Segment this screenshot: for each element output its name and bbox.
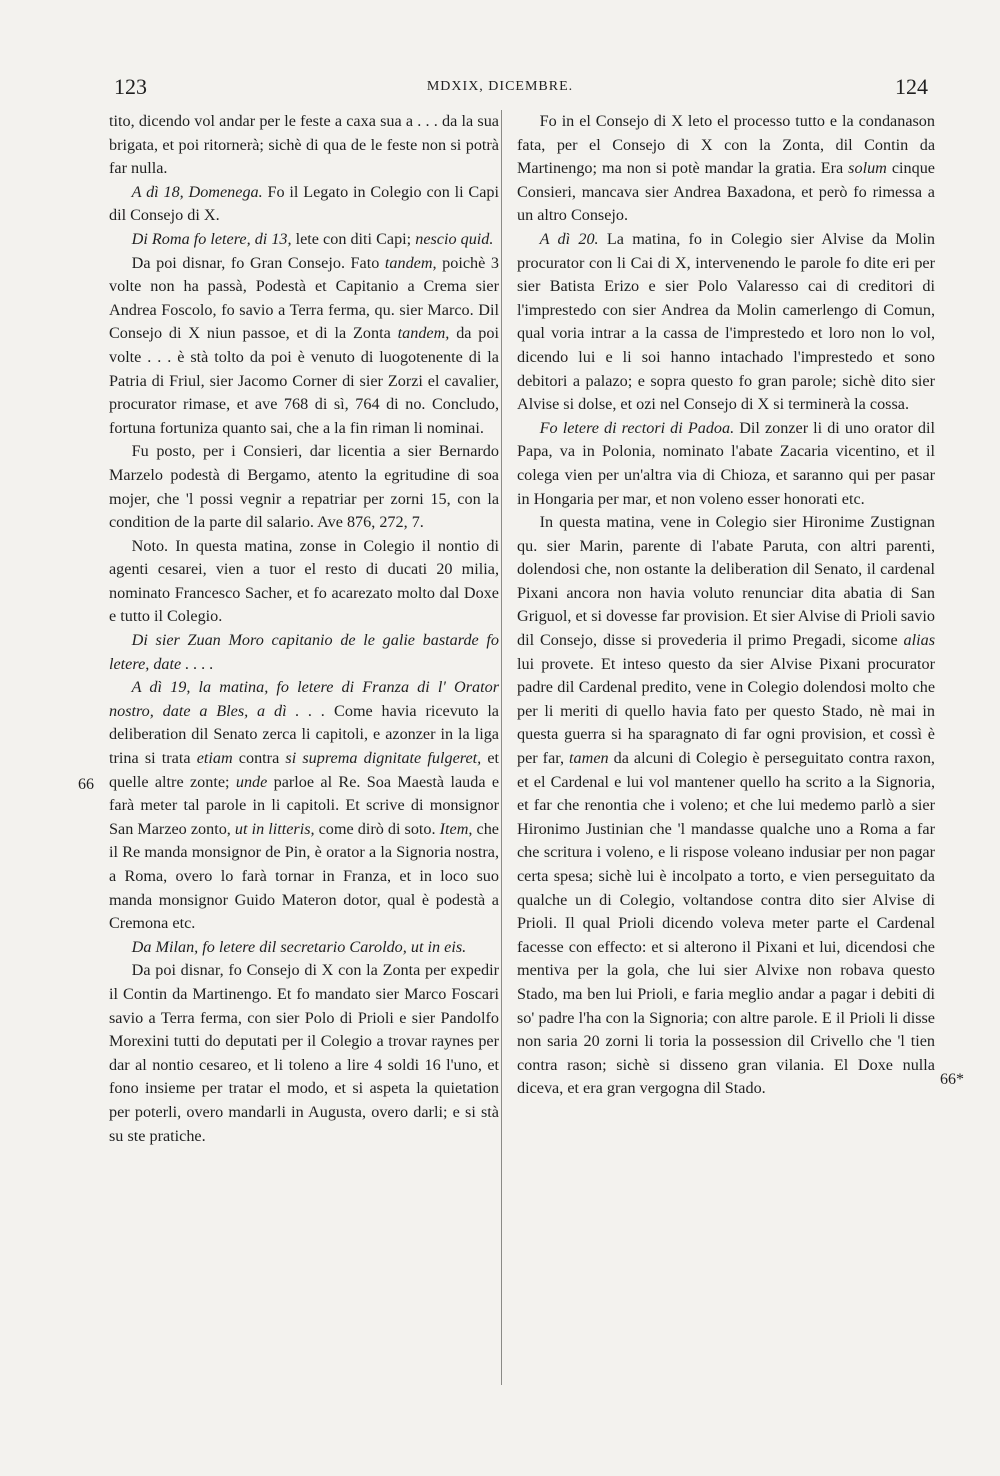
text-run: cinque Consieri, mancava sier Andrea Baxadona, et però fo rimessa a un altro Consejo. — [517, 159, 935, 225]
paragraph — [517, 228, 935, 417]
italic-run: A dì 20. — [539, 229, 599, 248]
text-run: Noto. In questa matina, zonse in Colegio il nontio di agenti cesarei, vien a tuor el resto di ducati 20 milia, nominato Francesco Sacher, et fo acarezato molto dal Doxe e tutto il Colegio. — [109, 536, 499, 626]
text-run: lete con diti Capi; — [291, 229, 416, 248]
text-run: da alcuni di Colegio è perseguitato contra raxon, et el Cardenal e lui vol mantener quello ha scrito a la Signoria, et far che renontia che i voleno; et che lui medemo parlò a sier Hironimo Justinian che 'l mandasse qualche uno a Roma a far che scritura i voleno, e li rispose voleano indusiar per non pagar certa spesa; sichè lui è incolpato a torto, e vien perseguitato da qualche un di Colegio, voltandose contra dito sier Alvise di Prioli. Il qual Prioli dicendo voleva meter parte el Cardenal facesse con effecto: et si alterono il Pixani et lui, dicendosi che mentiva per la gola, che lui sier Alvixe non robava questo Stado, ma ben lui Prioli, e faria meglio andar a pagar i debiti di so' padre l'ha con la Signoria; con altre parole. E il Prioli li disse non saria 20 zorni li toria la possession dil Crivello che 'l tien contra rason; sichè si disseno gran vilania. El Doxe nulla diceva, et era gran vergogna dil Stado. — [517, 749, 935, 1098]
text-run: Da poi disnar, fo Consejo di X con la Zonta per expedir il Contin da Martinengo. Et fo mandato sier Marco Foscari savio a Terra ferma, con sier Polo di Prioli e sier Pandolfo Morexini tutti do deputati per il Colegio a trovar raynes per dar al nontio cesareo, et li toleno a lire 4 soldi 16 l'uno, et fono insieme per tratar el modo, et si aspeta la quietation per poterli, overo mandarli in Augusta, overo darli; e si stà su ste pratiche. — [109, 961, 499, 1145]
text-run: La matina, fo in Colegio sier Alvise da Molin procurator con li Cai di X, intervenendo le parole fo dite eri per sier Batista Erizo e sier Polo Valaresso cai di creditori di l'imprestedo con sier Andrea da Molin camerlengo di Comun, qual voria intrar a la cassa de l'imprestedo et loro non lo vol, dicendo lui e li soi hanno intachado l'imprestedo et sono debitori a palazo; e sopra questo fo gran parole; sichè dito sier Alvise si dolse, et ozi nel Consejo di X si terminerà la cossa. — [517, 229, 935, 414]
italic-run: Di Roma fo letere, di 13, — [131, 229, 292, 248]
italic-run: si suprema dignitate fulgeret, — [285, 749, 482, 768]
text-run: contra — [232, 749, 286, 768]
right-column — [517, 110, 935, 1101]
italic-run: A dì 18, Domenega. — [131, 182, 263, 201]
paragraph — [517, 417, 935, 511]
text-run: et quelle altre zonte; — [109, 749, 500, 791]
italic-run: Di sier Zuan Moro capitanio de le galie bastarde fo letere, date . . . . — [109, 631, 499, 673]
italic-run: tandem, — [384, 253, 437, 272]
text-run: che il Re manda monsignor de Pin, è orator a la Signoria nostra, a Roma, overo lo farà tornar in Franza, et in loco suo manda monsignor Guido Materon dotor, qual è podestà a Cremona etc. — [109, 819, 499, 933]
text-run: In questa matina, vene in Colegio sier Hironime Zustignan qu. sier Marin, parente di l'abate Paruta, con altri parenti, dolendosi che, non ostante la deliberation dil Senato, il cardenal Pixani ancora non havia voluto renunciar dita abatia di San Griguol, et si dovesse far provision. Et sier Alvise di Prioli savio dil Consejo, disse si provederia il primo Pregadi, sicome — [517, 513, 935, 650]
text-run: Dil zonzer li di uno orator dil Papa, va in Polonia, nominato l'abate Zacaria vicentino, et il colega vien per un'altra via di Chioza, et saranno qui per pasar in Hongaria per mar, et non voleno esser honorati etc. — [517, 418, 935, 508]
paragraph — [517, 511, 935, 1101]
paragraph — [109, 440, 499, 534]
paragraph — [109, 228, 499, 252]
left-column — [109, 110, 499, 1148]
text-run: Fo il Legato in Colegio con li Capi dil Consejo di X. — [109, 182, 500, 225]
italic-run: tandem, — [397, 324, 450, 343]
text-run: tito, dicendo vol andar per le feste a caxa sua a . . . da la sua brigata, et poi ritornerà; sichè di qua de le feste non si potrà far nulla. — [109, 112, 499, 178]
italic-run: Item, — [439, 819, 473, 838]
text-run: Come havia ricevuto la deliberation dil Senato zerca li capitoli, e azonzer in la liga trina si trata — [109, 701, 499, 768]
italic-run: etiam — [196, 749, 233, 768]
italic-run: nescio quid. — [415, 229, 494, 248]
italic-run: Da Milan, fo letere dil secretario Caroldo, ut in eis. — [131, 937, 467, 956]
paragraph — [109, 181, 499, 228]
text-run: parloe al Re. Soa Maestà lauda e farà meter tal parole in li capitoli. Et scrive di monsignor San Marzeo zonto, — [109, 772, 500, 838]
italic-run: alias — [903, 631, 935, 650]
page-number-right: 124 — [895, 74, 928, 99]
running-title: MDXIX, DICEMBRE. — [426, 79, 574, 94]
column-divider — [501, 110, 502, 1385]
paragraph — [517, 110, 935, 228]
italic-run: A dì 19, la matina, fo letere di Franza di l' Orator nostro, date a Bles, a dì . . . — [109, 678, 499, 720]
paragraph — [109, 252, 499, 441]
paragraph — [109, 676, 499, 936]
paragraph — [109, 110, 499, 181]
text-run: da poi volte . . . è stà tolto da poi è venuto di luogotenente di la Patria di Friul, sier Jacomo Corner di sier Zorzi el cavalier, procurator rimase, et ave 768 di sì, 764 di no. Concludo, fortuna fortuniza quanto sai, che a la fin riman li nominai. — [109, 324, 499, 437]
margin-reference-left: 66 — [78, 776, 94, 793]
italic-run: Fo letere di rectori di Padoa. — [539, 418, 735, 437]
paragraph — [109, 936, 499, 960]
paragraph — [109, 959, 499, 1148]
paragraph — [109, 629, 499, 676]
text-run: come dirò di soto. — [314, 819, 440, 838]
page-number-left: 123 — [114, 74, 147, 99]
italic-run: ut in litteris, — [234, 819, 315, 838]
text-run: Da poi disnar, fo Gran Consejo. Fato — [131, 253, 385, 272]
paragraph — [109, 535, 499, 629]
text-run: Fo in el Consejo di X leto el processo tutto e la condanason fata, per el Consejo di X con la Zonta, dil Contin da Martinengo; ma non si potè mandar la gratia. Era — [517, 112, 935, 178]
margin-reference-right: 66* — [940, 1071, 964, 1088]
italic-run: tamen — [569, 749, 609, 768]
text-run: Fu posto, per i Consieri, dar licentia a sier Bernardo Marzelo podestà di Bergamo, atento la egritudine di soa mojer, che 'l possi vegnir a repatriar per zorni 15, con la condition de la parte dil salario. Ave 876, 272, 7. — [109, 442, 499, 532]
italic-run: unde — [235, 772, 268, 791]
text-run: poichè 3 volte non ha passà, Podestà et Capitanio a Crema sier Andrea Foscolo, fo savio a Terra ferma, qu. sier Marco. Dil Consejo di X niun passoe, et di la Zonta — [109, 253, 499, 343]
text-run: lui provete. Et inteso questo da sier Alvise Pixani procurator padre dil Cardenal predito, vene in Colegio dolendosi molto che per li meriti di quello havia fato per questo Stado, nè mai in questa guerra si ha sparagnato di far ogni provision, et cossì è per far, — [517, 654, 935, 768]
italic-run: solum — [848, 159, 887, 178]
page-header — [0, 70, 1000, 104]
